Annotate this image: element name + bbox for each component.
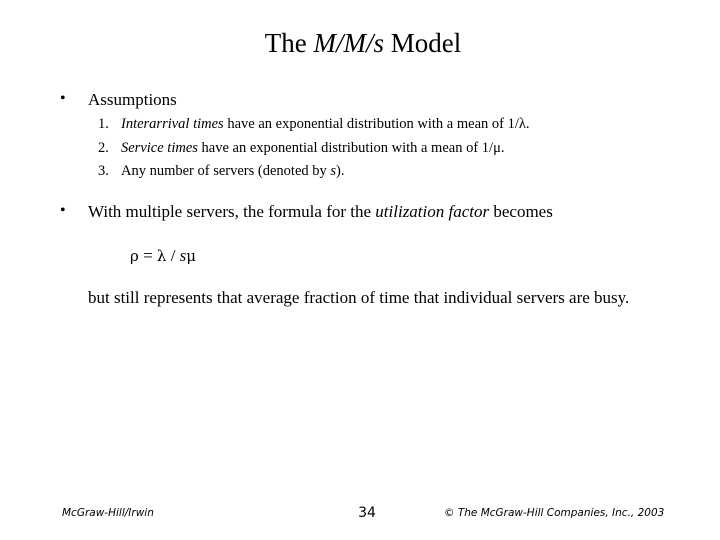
list-item-greek: μ [493,139,501,156]
footer-publisher: McGraw-Hill/Irwin [62,507,154,519]
formula-slash: / [166,246,180,265]
list-item-text: Any number of servers (denoted by [121,163,331,179]
assumptions-list [98,113,530,184]
list-item [98,137,530,161]
list-item [98,113,530,137]
title-model-notation: M/M/s [313,28,384,58]
continuation-text: but still represents that average fraction of time that individual servers are busy. [88,288,630,307]
list-item-text: have an exponential distribution with a mean of 1/ [197,139,494,156]
list-item-italic: Interarrival times [121,116,224,132]
utilization-formula [130,244,196,268]
list-item-number: 2. [98,139,109,156]
slide-title [0,26,720,60]
list-item-number: 1. [98,116,109,132]
title-prefix: The [264,28,314,58]
list-item-italic: Service times [121,139,198,156]
bullet-assumptions-label: Assumptions [88,90,177,109]
list-item-end: ). [336,163,345,179]
list-item-end: . [500,139,505,156]
formula-s: s [179,246,187,265]
multiple-suffix: becomes [489,202,553,221]
list-item [98,160,530,184]
bullet-icon: • [60,90,66,107]
formula-equals: = [138,246,157,265]
formula-rho: ρ [130,247,139,265]
formula-mu: μ [186,247,197,265]
page-number: 34 [358,505,376,521]
formula-lambda: λ [156,247,167,265]
bullet-icon: • [60,202,66,219]
list-item-greek: λ [518,116,526,132]
multiple-italic: utilization factor [375,202,490,221]
list-item-end: . [525,116,530,132]
list-item-italic: s [330,163,337,179]
footer-copyright: © The McGraw-Hill Companies, Inc., 2003 [444,507,665,519]
title-suffix: Model [383,28,462,58]
bullet-multiple-servers-text [88,201,553,223]
multiple-prefix: With multiple servers, the formula for the [88,202,376,221]
list-item-number: 3. [98,163,109,179]
list-item-text: have an exponential distribution with a mean of 1/ [223,116,519,132]
